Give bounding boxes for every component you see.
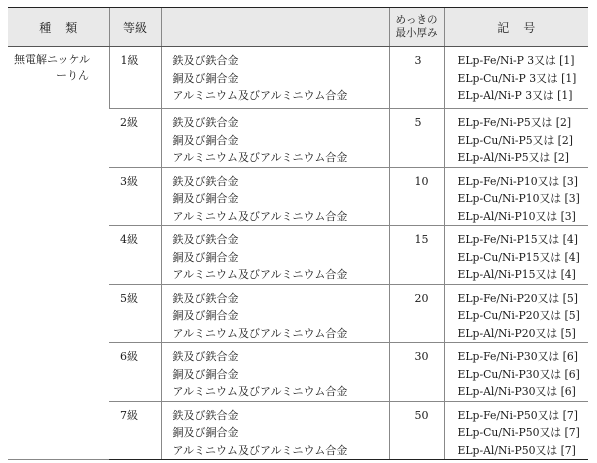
thickness-cell <box>389 47 444 109</box>
thickness-value: 20 <box>414 291 429 305</box>
material-cell <box>161 109 389 168</box>
material-item: 銅及び銅合金 <box>172 426 239 439</box>
grade-label: 3級 <box>120 174 138 188</box>
grade-label: 7級 <box>120 408 138 422</box>
material-item: 銅及び銅合金 <box>172 367 239 381</box>
plating-grade-table <box>8 7 588 460</box>
header-symbol: 記号 <box>444 8 588 47</box>
symbol-cell <box>444 343 588 402</box>
header-material <box>161 8 389 47</box>
material-item: 鉄及び鉄合金 <box>172 350 239 363</box>
grade-cell <box>109 284 161 343</box>
grade-label: 5級 <box>120 291 138 305</box>
thickness-cell <box>389 343 444 402</box>
material-item: アルミニウム及びアルミニウム合金 <box>172 268 348 281</box>
material-item: アルミニウム及びアルミニウム合金 <box>172 443 348 457</box>
material-cell <box>161 401 389 460</box>
symbol-cell <box>444 109 588 168</box>
symbol-item: ELp-Cu/Ni-P15又は [4] <box>457 250 580 264</box>
grade-cell <box>109 167 161 226</box>
header-min-thickness <box>389 8 444 47</box>
symbol-item: ELp-Al/Ni-P 3又は [1] <box>457 89 573 102</box>
symbol-cell <box>444 167 588 226</box>
material-cell <box>161 284 389 343</box>
thickness-value: 10 <box>414 174 429 188</box>
material-cell <box>161 226 389 285</box>
thickness-value: 30 <box>414 350 429 363</box>
symbol-item: ELp-Fe/Ni-P10又は [3] <box>457 174 578 188</box>
grade-label: 2級 <box>120 116 138 129</box>
material-item: アルミニウム及びアルミニウム合金 <box>172 89 348 102</box>
symbol-item: ELp-Cu/Ni-P20又は [5] <box>457 309 580 322</box>
material-item: 鉄及び鉄合金 <box>172 116 239 129</box>
thickness-cell <box>389 284 444 343</box>
grade-cell <box>109 47 161 109</box>
grade-cell <box>109 343 161 402</box>
material-cell <box>161 47 389 109</box>
symbol-item: ELp-Cu/Ni-P5又は [2] <box>457 133 573 147</box>
material-item: 銅及び銅合金 <box>172 71 239 85</box>
material-item: アルミニウム及びアルミニウム合金 <box>172 151 348 164</box>
symbol-item: ELp-Fe/Ni-P5又は [2] <box>457 116 572 129</box>
material-cell <box>161 167 389 226</box>
grade-cell <box>109 401 161 460</box>
thickness-cell <box>389 167 444 226</box>
symbol-cell <box>444 47 588 109</box>
thickness-cell <box>389 401 444 460</box>
symbol-item: ELp-Fe/Ni-P15又は [4] <box>457 233 578 246</box>
material-item: アルミニウム及びアルミニウム合金 <box>172 209 348 223</box>
grade-cell <box>109 109 161 168</box>
material-item: 鉄及び鉄合金 <box>172 291 239 305</box>
header-type: 種類 <box>8 8 109 47</box>
grade-label: 4級 <box>120 233 138 246</box>
thickness-cell <box>389 226 444 285</box>
material-item: 鉄及び鉄合金 <box>172 408 239 422</box>
thickness-value: 5 <box>414 116 422 129</box>
symbol-item: ELp-Cu/Ni-P50又は [7] <box>457 426 580 439</box>
grade-label: 6級 <box>120 350 138 363</box>
symbol-item: ELp-Al/Ni-P20又は [5] <box>457 326 576 340</box>
grade-cell <box>109 226 161 285</box>
symbol-item: ELp-Cu/Ni-P 3又は [1] <box>457 71 577 85</box>
symbol-item: ELp-Al/Ni-P5又は [2] <box>457 151 570 164</box>
symbol-item: ELp-Fe/Ni-P 3又は [1] <box>457 54 575 67</box>
symbol-item: ELp-Fe/Ni-P30又は [6] <box>457 350 578 363</box>
symbol-item: ELp-Al/Ni-P10又は [3] <box>457 209 576 223</box>
thickness-value: 15 <box>414 233 429 246</box>
header-thickness-line2: 最小厚み <box>395 27 438 39</box>
material-item: 銅及び銅合金 <box>172 192 239 205</box>
thickness-value: 3 <box>414 54 422 67</box>
header-thickness-line1: めっきの <box>395 14 438 26</box>
thickness-value: 50 <box>414 408 429 422</box>
material-item: アルミニウム及びアルミニウム合金 <box>172 385 348 398</box>
material-item: アルミニウム及びアルミニウム合金 <box>172 326 348 340</box>
material-item: 鉄及び鉄合金 <box>172 233 239 246</box>
symbol-item: ELp-Fe/Ni-P20又は [5] <box>457 291 578 305</box>
material-item: 鉄及び鉄合金 <box>172 174 239 188</box>
symbol-item: ELp-Cu/Ni-P30又は [6] <box>457 367 580 381</box>
symbol-item: ELp-Al/Ni-P30又は [6] <box>457 385 576 398</box>
symbol-item: ELp-Al/Ni-P15又は [4] <box>457 268 576 281</box>
material-item: 鉄及び鉄合金 <box>172 54 239 67</box>
material-item: 銅及び銅合金 <box>172 309 239 322</box>
material-item: 銅及び銅合金 <box>172 133 239 147</box>
thickness-cell <box>389 109 444 168</box>
symbol-item: ELp-Fe/Ni-P50又は [7] <box>457 408 578 422</box>
header-grade: 等級 <box>109 8 161 47</box>
material-item: 銅及び銅合金 <box>172 250 239 264</box>
table-row <box>8 47 588 109</box>
table-body <box>8 47 588 460</box>
symbol-item: ELp-Al/Ni-P50又は [7] <box>457 443 576 457</box>
material-cell <box>161 343 389 402</box>
type-name-line2: ーりん <box>56 69 89 82</box>
type-name-cell <box>8 47 109 460</box>
symbol-item: ELp-Cu/Ni-P10又は [3] <box>457 192 580 205</box>
table-header-row <box>8 8 588 47</box>
grade-label: 1級 <box>120 54 139 67</box>
symbol-cell <box>444 226 588 285</box>
symbol-cell <box>444 401 588 460</box>
type-name-line1: 無電解ニッケル <box>14 53 91 66</box>
symbol-cell <box>444 284 588 343</box>
